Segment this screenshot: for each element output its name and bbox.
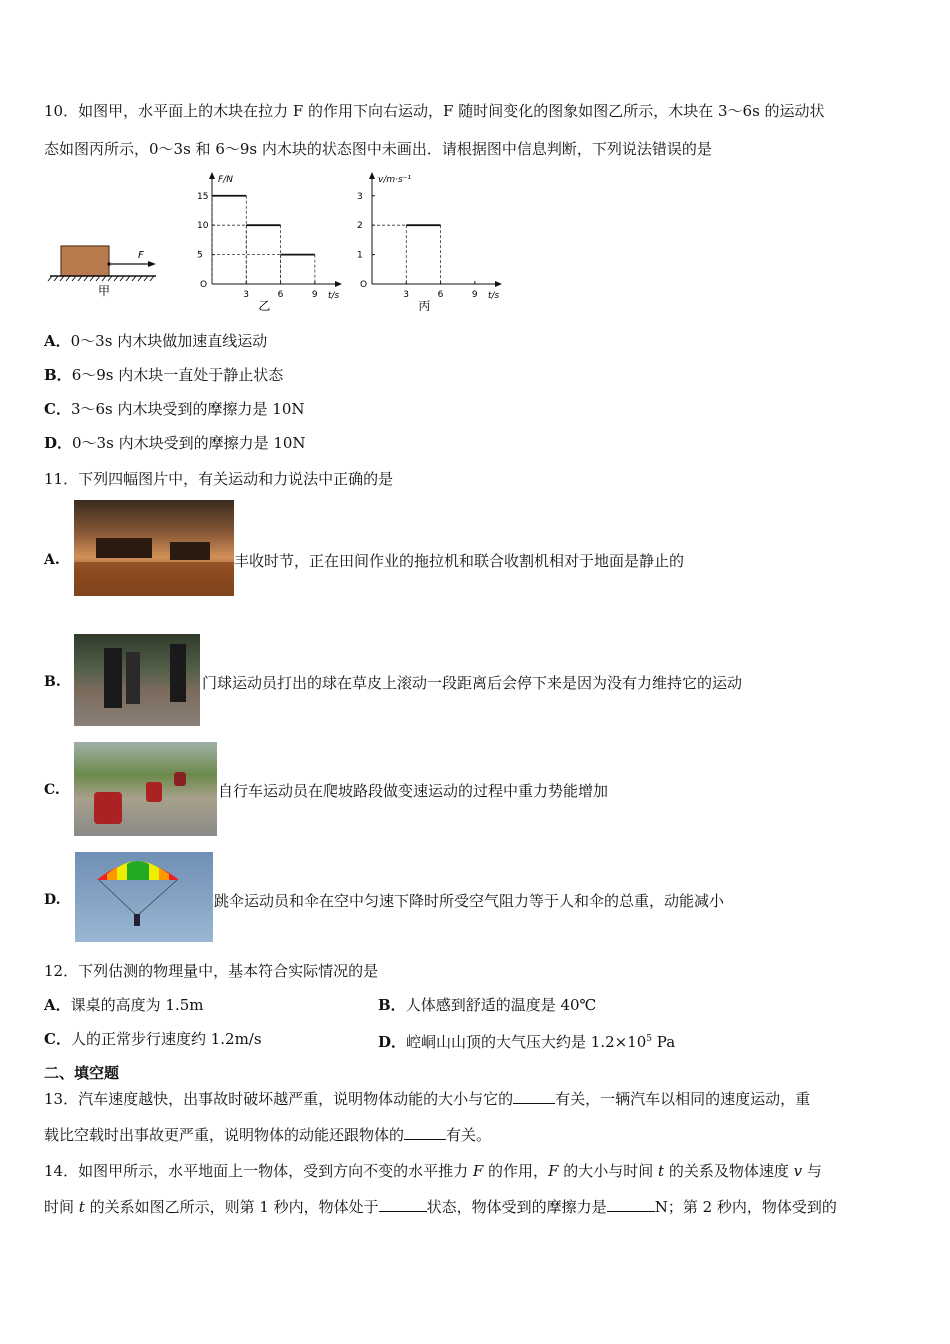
cyclist-silhouette (94, 792, 122, 824)
field (74, 562, 234, 596)
player-silhouette (126, 652, 140, 704)
q12-option-b[interactable] (378, 994, 596, 1016)
q14-text: 的关系及物体速度 (664, 1162, 794, 1180)
q14-text: N；第 2 秒内，物体受到的 (654, 1198, 837, 1216)
q14-var: t (658, 1162, 665, 1180)
exponent: 5 (646, 1034, 653, 1044)
x-axis-label: t/s (328, 291, 340, 301)
harvester-silhouette (96, 538, 152, 558)
q14-text: 与 (802, 1162, 822, 1180)
y-tick-label: 15 (197, 191, 209, 202)
q11-option-b-label[interactable]: B. (44, 674, 61, 690)
q11-option-c-label[interactable]: C. (44, 782, 60, 798)
x-axis-arrow (495, 281, 502, 287)
q12-option-c[interactable] (44, 1028, 262, 1050)
q14-text: 的大小与时间 (558, 1162, 659, 1180)
y-tick-label: 5 (197, 250, 203, 261)
chart-caption: 乙 (258, 299, 271, 313)
player-silhouette (104, 648, 122, 708)
y-axis-label: F/N (218, 175, 233, 185)
cyclist-silhouette (146, 782, 162, 802)
q13-blank-1[interactable] (513, 1089, 555, 1104)
figure-caption-jia: 甲 (98, 284, 111, 298)
x-tick-label: 9 (471, 290, 478, 300)
option-unit: Pa (652, 1033, 676, 1051)
y-axis-arrow (209, 172, 215, 179)
chart-caption: 丙 (418, 299, 431, 313)
option-text: 崆峒山山顶的大气压大约是 1.2×10 (406, 1033, 647, 1051)
q14-text: 的关系如图乙所示，则第 1 秒内，物体处于 (84, 1198, 379, 1216)
y-tick-label: 10 (197, 221, 209, 232)
canopy (127, 861, 149, 880)
x-tick-label: 6 (277, 290, 284, 300)
option-label: D． (44, 434, 73, 452)
option-label: A． (44, 996, 71, 1014)
q10-option-d[interactable] (44, 432, 306, 454)
q11-option-a-label[interactable]: A. (44, 552, 60, 568)
q11-option-a-text[interactable]: 丰收时节，正在田间作业的拖拉机和联合收割机相对于地面是静止的 (234, 552, 685, 570)
option-text: 人的正常步行速度约 1.2m/s (70, 1030, 262, 1048)
q10-option-b[interactable] (44, 364, 283, 386)
q10-option-c[interactable] (44, 398, 305, 420)
q11-option-c-text[interactable]: 自行车运动员在爬坡路段做变速运动的过程中重力势能增加 (218, 782, 609, 800)
q12-option-d[interactable] (378, 1028, 675, 1053)
q13-blank-2[interactable] (404, 1125, 446, 1140)
tractor-silhouette (170, 542, 210, 560)
q14-text: 时间 (44, 1198, 79, 1216)
q12-option-a[interactable] (44, 994, 204, 1016)
force-label: F (138, 250, 144, 261)
option-text: 人体感到舒适的温度是 40℃ (405, 996, 597, 1014)
origin-label: O (360, 280, 368, 290)
q12-stem: 12．下列估测的物理量中，基本符合实际情况的是 (44, 962, 379, 980)
q14-text: 的作用， (483, 1162, 549, 1180)
player-silhouette (170, 644, 186, 702)
y-axis-label: v/m·s⁻¹ (378, 175, 412, 185)
option-text: 课桌的高度为 1.5m (70, 996, 204, 1014)
origin-label: O (200, 280, 208, 290)
cyclist-silhouette (174, 772, 186, 786)
chart-yi (190, 172, 350, 314)
x-axis-label: t/s (488, 291, 500, 301)
option-text: 3～6s 内木块受到的摩擦力是 10N (70, 400, 305, 418)
option-label: B． (378, 996, 406, 1014)
option-label: B． (44, 366, 72, 384)
q14-var: t (78, 1198, 85, 1216)
q14-line2 (44, 1196, 837, 1218)
y-axis-arrow (369, 172, 375, 179)
q14-blank-1[interactable] (379, 1197, 427, 1212)
y-tick-label: 2 (357, 221, 363, 232)
q14-text: 14．如图甲所示，水平地面上一物体，受到方向不变的水平推力 (44, 1162, 473, 1180)
q13-line2 (44, 1124, 491, 1146)
chart-bing (350, 172, 510, 314)
q13-line1 (44, 1088, 810, 1110)
cyclists-photo (74, 742, 217, 836)
x-tick-label: 6 (437, 290, 444, 300)
option-text: 0～3s 内木块做加速直线运动 (70, 332, 268, 350)
q14-line1 (44, 1160, 822, 1182)
q13-text: 有关。 (446, 1126, 492, 1144)
q11-option-d-text[interactable]: 跳伞运动员和伞在空中匀速下降时所受空气阻力等于人和伞的总重，动能减小 (214, 892, 725, 910)
force-arrowhead (148, 261, 156, 267)
section-title: 二、填空题 (44, 1064, 120, 1082)
q10-stem-line2: 态如图丙所示，0～3s 和 6～9s 内木块的状态图中未画出．请根据图中信息判断，下列说法错误的是 (44, 140, 712, 158)
option-label: D． (378, 1033, 407, 1051)
x-axis-arrow (335, 281, 342, 287)
option-label: A． (44, 332, 71, 350)
q11-option-d-label[interactable]: D. (44, 892, 61, 908)
parachute-photo (75, 852, 213, 942)
y-tick-label: 3 (357, 191, 363, 202)
x-tick-label: 3 (403, 290, 410, 300)
harvest-photo (74, 500, 234, 596)
force-application-point (107, 262, 111, 266)
q13-text: 有关，一辆汽车以相同的速度运动，重 (555, 1090, 811, 1108)
q14-blank-2[interactable] (607, 1197, 655, 1212)
q11-stem: 11．下列四幅图片中，有关运动和力说法中正确的是 (44, 470, 394, 488)
y-tick-label: 1 (357, 250, 363, 261)
option-text: 6～9s 内木块一直处于静止状态 (71, 366, 284, 384)
figure-jia (44, 240, 164, 302)
q14-var: v (793, 1162, 803, 1180)
parachute-illustration (75, 852, 213, 942)
x-tick-label: 3 (243, 290, 250, 300)
q13-text: 载比空载时出事故更严重，说明物体的动能还跟物体的 (44, 1126, 405, 1144)
q11-option-b-text[interactable]: 门球运动员打出的球在草皮上滚动一段距离后会停下来是因为没有力维持它的运动 (202, 674, 743, 692)
option-text: 0～3s 内木块受到的摩擦力是 10N (72, 434, 306, 452)
q10-stem-line1: 10．如图甲，水平面上的木块在拉力 F 的作用下向右运动，F 随时间变化的图象如图乙所示，木块在 3～6s 的运动状 (44, 102, 825, 120)
x-tick-label: 9 (311, 290, 318, 300)
skydiver (134, 914, 140, 926)
option-label: C． (44, 400, 71, 418)
q14-text: 状态，物体受到的摩擦力是 (426, 1198, 607, 1216)
q14-var: F (472, 1162, 484, 1180)
gateball-photo (74, 634, 200, 726)
option-label: C． (44, 1030, 71, 1048)
q10-option-a[interactable] (44, 330, 267, 352)
wood-block (61, 246, 109, 276)
q14-var: F (548, 1162, 559, 1180)
q13-text: 13．汽车速度越快，出事故时破坏越严重，说明物体动能的大小与它的 (44, 1090, 514, 1108)
